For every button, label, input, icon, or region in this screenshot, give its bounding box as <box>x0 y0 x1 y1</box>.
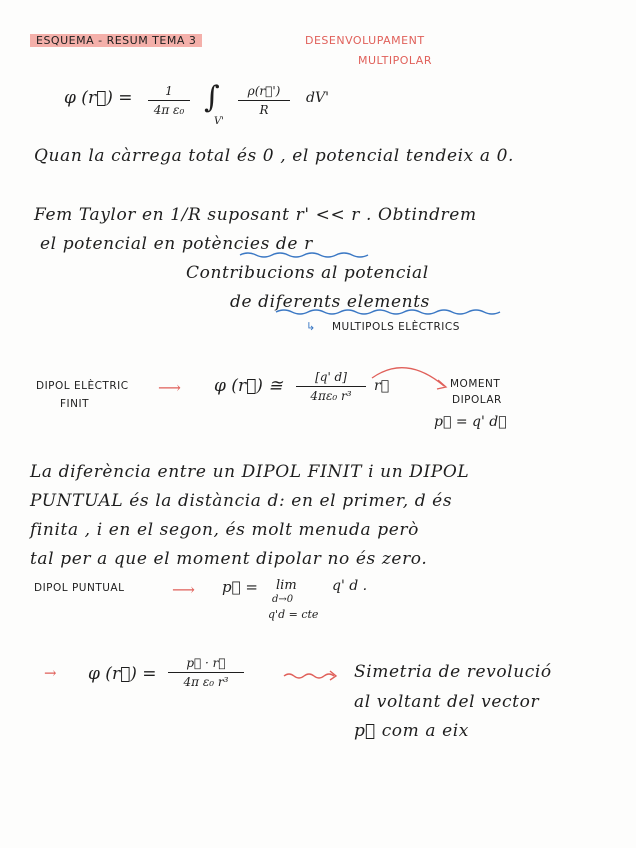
arrow-hook-icon: ↳ <box>306 320 316 333</box>
curved-arrow <box>372 368 444 386</box>
header-subtitle-1: DESENVOLUPAMENT <box>305 34 425 47</box>
dipol-puntual-cond: q'd = cte <box>268 608 319 621</box>
moment-label-2: DIPOLAR <box>452 394 502 406</box>
arrow-right-icon: ⟶ <box>158 378 181 397</box>
moment-eq: p⃗ = q' d⃗ <box>434 414 507 430</box>
eq1-int-sub: V' <box>214 116 224 127</box>
underline-potencies <box>240 253 368 257</box>
dipol-puntual-label: DIPOL PUNTUAL <box>34 582 125 594</box>
wavy-arrow <box>284 674 334 678</box>
arrow-right-icon: → <box>44 664 57 682</box>
underline-elements <box>276 310 500 314</box>
moment-label-1: MOMENT <box>450 378 501 390</box>
dipol-finit-rvec: r⃗ <box>374 378 390 394</box>
final-num: p⃗ · r⃗ <box>186 656 226 670</box>
eq1-num: 1 <box>165 84 173 98</box>
multipols-label: MULTIPOLS ELÈCTRICS <box>332 321 460 333</box>
dipol-puntual-rhs: q' d . <box>332 578 368 594</box>
arrow-right-icon: ⟶ <box>172 580 195 599</box>
final-den: 4π ε₀ r³ <box>183 675 229 689</box>
paragraph-line: tal per a que el moment dipolar no és zero. <box>30 549 428 569</box>
eq1-den: 4π ε₀ <box>153 103 185 117</box>
taylor-line-1: Fem Taylor en 1/R suposant r' << r . Obtindrem <box>34 205 477 225</box>
lim-label: lim <box>276 578 297 593</box>
taylor-line-2-a: el potencial en <box>40 234 182 254</box>
charge-note: Quan la càrrega total és 0 , el potencial tendeix a 0. <box>34 146 514 166</box>
final-lhs: φ (r⃗) = <box>88 664 157 684</box>
dipol-finit-lhs: φ (r⃗) ≅ <box>214 376 283 396</box>
taylor-line-2-b: potències de r <box>181 234 313 254</box>
header-title: ESQUEMA - RESUM TEMA 3 <box>30 34 202 47</box>
symmetry-line-2: al voltant del vector <box>354 692 540 712</box>
symmetry-line-1: Simetria de revolució <box>354 662 552 682</box>
header-subtitle-2: MULTIPOLAR <box>358 54 432 67</box>
dipol-finit-den: 4πε₀ r³ <box>310 389 352 403</box>
dipol-finit-label-2: FINIT <box>60 398 90 410</box>
dipol-puntual-eq: p⃗ = <box>222 578 258 596</box>
taylor-line-3: Contribucions al potencial <box>186 263 429 283</box>
paragraph-line: finita , i en el segon, és molt menuda però <box>30 520 419 540</box>
eq1-integral: ∫ <box>204 80 220 115</box>
dipol-finit-label-1: DIPOL ELÈCTRIC <box>36 380 129 392</box>
lim-sub: d→0 <box>272 594 294 605</box>
eq1-rho-den: R <box>259 103 269 117</box>
eq1-lhs: φ (r⃗) = <box>64 88 133 108</box>
eq1-dv: dV' <box>306 90 329 106</box>
symmetry-line-3: p⃗ com a eix <box>354 721 469 741</box>
taylor-line-4-b: diferents elements <box>258 292 430 312</box>
eq1-rho-num: ρ(r⃗') <box>247 84 281 98</box>
paragraph-line: PUNTUAL és la distància d: en el primer, d és <box>30 491 453 511</box>
paragraph-line: La diferència entre un DIPOL FINIT i un DIPOL <box>30 462 470 482</box>
dipol-finit-num: [q' d] <box>315 370 347 384</box>
taylor-line-4-a: de <box>230 292 259 312</box>
